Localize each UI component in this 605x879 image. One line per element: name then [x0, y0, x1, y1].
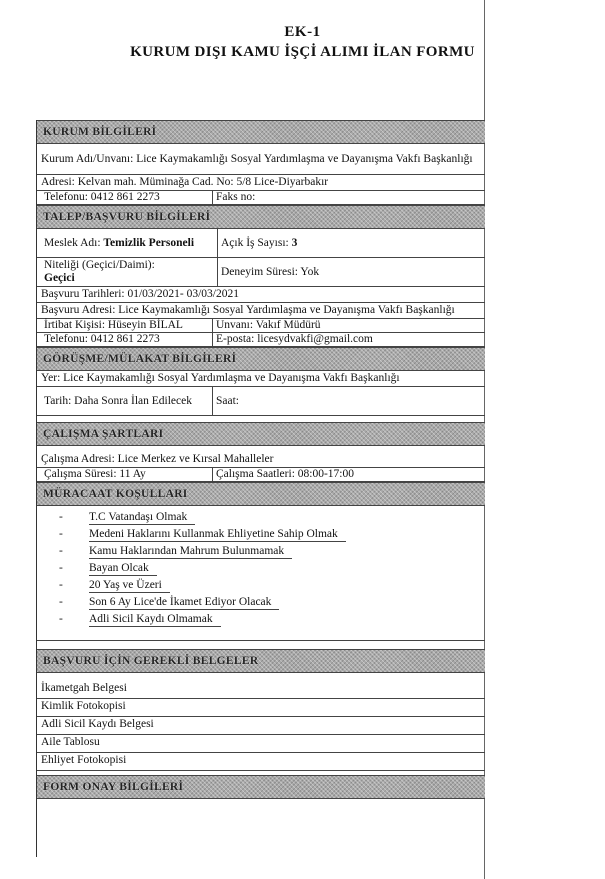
gorusme-saat-cell	[213, 395, 481, 408]
list-item-text: Kamu Haklarından Mahrum Bulunmamak	[89, 545, 292, 559]
list-item-text: Adli Sicil Kaydı Olmamak	[89, 613, 221, 627]
list-item-text: 20 Yaş ve Üzeri	[89, 579, 170, 593]
muracaat-list	[37, 506, 485, 641]
kurum-telefon-row	[37, 191, 485, 205]
section-talep-header: TALEP/BAŞVURU BİLGİLERİ	[37, 205, 485, 229]
meslek-value: Temizlik Personeli	[103, 236, 195, 249]
nitelik-label: Niteliği (Geçici/Daimi):	[44, 259, 155, 271]
gorusme-tarih-cell	[41, 387, 213, 415]
deneyim: Deneyim Süresi: Yok	[221, 265, 320, 278]
irtibat-row	[37, 319, 485, 333]
form-code: EK-1	[284, 24, 321, 40]
list-item-text: Medeni Haklarını Kullanmak Ehliyetine Sahip Olmak	[89, 528, 346, 542]
list-item: Kimlik Fotokopisi	[37, 699, 485, 717]
talep-telefon-row	[37, 333, 485, 347]
kurum-adres: Adresi: Kelvan mah. Müminağa Cad. No: 5/8 Lice-Diyarbakır	[41, 176, 329, 188]
bullet-dash: -	[59, 528, 63, 540]
calisma-adres-row	[37, 452, 485, 468]
basvuru-tarihleri: Başvuru Tarihleri: 01/03/2021- 03/03/2021	[41, 288, 239, 300]
bullet-dash: -	[59, 562, 63, 574]
list-item-text: Son 6 Ay Lice'de İkamet Ediyor Olacak	[89, 596, 279, 610]
section-belgeler-header: BAŞVURU İÇİN GEREKLİ BELGELER	[37, 649, 485, 673]
kurum-faks-cell	[213, 191, 481, 204]
bullet-dash: -	[59, 613, 63, 625]
gorusme-tarih: Tarih: Daha Sonra İlan Edilecek	[44, 394, 192, 407]
list-item	[37, 560, 485, 577]
eposta-cell	[213, 333, 481, 346]
bullet-dash: -	[59, 596, 63, 608]
basvuru-adres-row	[37, 303, 485, 319]
list-item-text: T.C Vatandaşı Olmak	[89, 511, 195, 525]
list-item	[37, 509, 485, 526]
bullet-dash: -	[59, 545, 63, 557]
calisma-adresi: Çalışma Adresi: Lice Merkez ve Kırsal Mahalleler	[41, 453, 274, 465]
list-item	[37, 577, 485, 594]
meslek-label: Meslek Adı:	[44, 236, 104, 249]
section-calisma-header: ÇALIŞMA ŞARTLARI	[37, 422, 485, 446]
list-item: Aile Tablosu	[37, 735, 485, 753]
bullet-dash: -	[59, 511, 63, 523]
list-item	[37, 526, 485, 543]
basvuru-adresi: Başvuru Adresi: Lice Kaymakamlığı Sosyal Yardımlaşma ve Dayanışma Vakfı Başkanlığı	[41, 304, 455, 316]
acik-value: 3	[291, 236, 298, 249]
nitelik-value: Geçici	[44, 272, 75, 284]
meslek-row	[37, 229, 485, 258]
section-muracaat-header: MÜRACAAT KOŞULLARI	[37, 482, 485, 506]
nitelik-row	[37, 258, 485, 287]
onay-body	[37, 799, 485, 857]
tarihler-row	[37, 287, 485, 303]
eposta: E-posta: licesydvakfi@gmail.com	[216, 333, 373, 345]
list-item	[37, 594, 485, 611]
calisma-sure-row	[37, 468, 485, 482]
kurum-telefon: Telefonu: 0412 861 2273	[44, 191, 160, 203]
nitelik-cell	[41, 258, 218, 286]
kurum-faks: Faks no:	[216, 191, 256, 203]
list-item	[37, 543, 485, 560]
belgeler-list	[37, 681, 485, 771]
deneyim-cell	[218, 266, 481, 279]
calisma-saat-cell	[213, 468, 481, 481]
calisma-suresi: Çalışma Süresi: 11 Ay	[44, 468, 146, 480]
gorusme-saat: Saat:	[216, 394, 239, 407]
calisma-saatleri: Çalışma Saatleri: 08:00-17:00	[216, 468, 354, 480]
unvan: Unvanı: Vakıf Müdürü	[216, 319, 321, 331]
bullet-dash: -	[59, 579, 63, 591]
calisma-sure-cell	[41, 468, 213, 481]
gorusme-yer-row	[37, 371, 485, 387]
talep-telefon: Telefonu: 0412 861 2273	[44, 333, 160, 345]
acik-cell	[218, 237, 481, 250]
kurum-adres-row	[37, 175, 485, 191]
gorusme-yer: Yer: Lice Kaymakamlığı Sosyal Yardımlaşma ve Dayanışma Vakfı Başkanlığı	[41, 372, 400, 384]
list-item	[37, 611, 485, 628]
form-title: KURUM DIŞI KAMU İŞÇİ ALIMI İLAN FORMU	[130, 44, 475, 60]
list-item: Ehliyet Fotokopisi	[37, 753, 485, 771]
gorusme-tarih-row	[37, 387, 485, 416]
list-item: Adli Sicil Kaydı Belgesi	[37, 717, 485, 735]
list-item-text: Bayan Olcak	[89, 562, 157, 576]
list-item: İkametgah Belgesi	[37, 681, 485, 699]
application-form	[36, 120, 485, 857]
acik-label: Açık İş Sayısı:	[221, 236, 289, 249]
kurum-adi: Kurum Adı/Unvanı: Lice Kaymakamlığı Sosyal Yardımlaşma ve Dayanışma Vakfı Başkanlığı	[41, 152, 473, 165]
kurum-telefon-cell	[41, 191, 213, 204]
unvan-cell	[213, 319, 481, 332]
talep-telefon-cell	[41, 333, 213, 346]
kurum-adi-row	[37, 144, 485, 175]
section-kurum-header: KURUM BİLGİLERİ	[37, 120, 485, 144]
section-gorusme-header: GÖRÜŞME/MÜLAKAT BİLGİLERİ	[37, 347, 485, 371]
meslek-text	[44, 237, 214, 250]
irtibat-kisisi: İrtibat Kişisi: Hüseyin BİLAL	[44, 319, 183, 331]
meslek-cell	[41, 229, 218, 257]
section-onay-header: FORM ONAY BİLGİLERİ	[37, 775, 485, 799]
irtibat-cell	[41, 319, 213, 332]
